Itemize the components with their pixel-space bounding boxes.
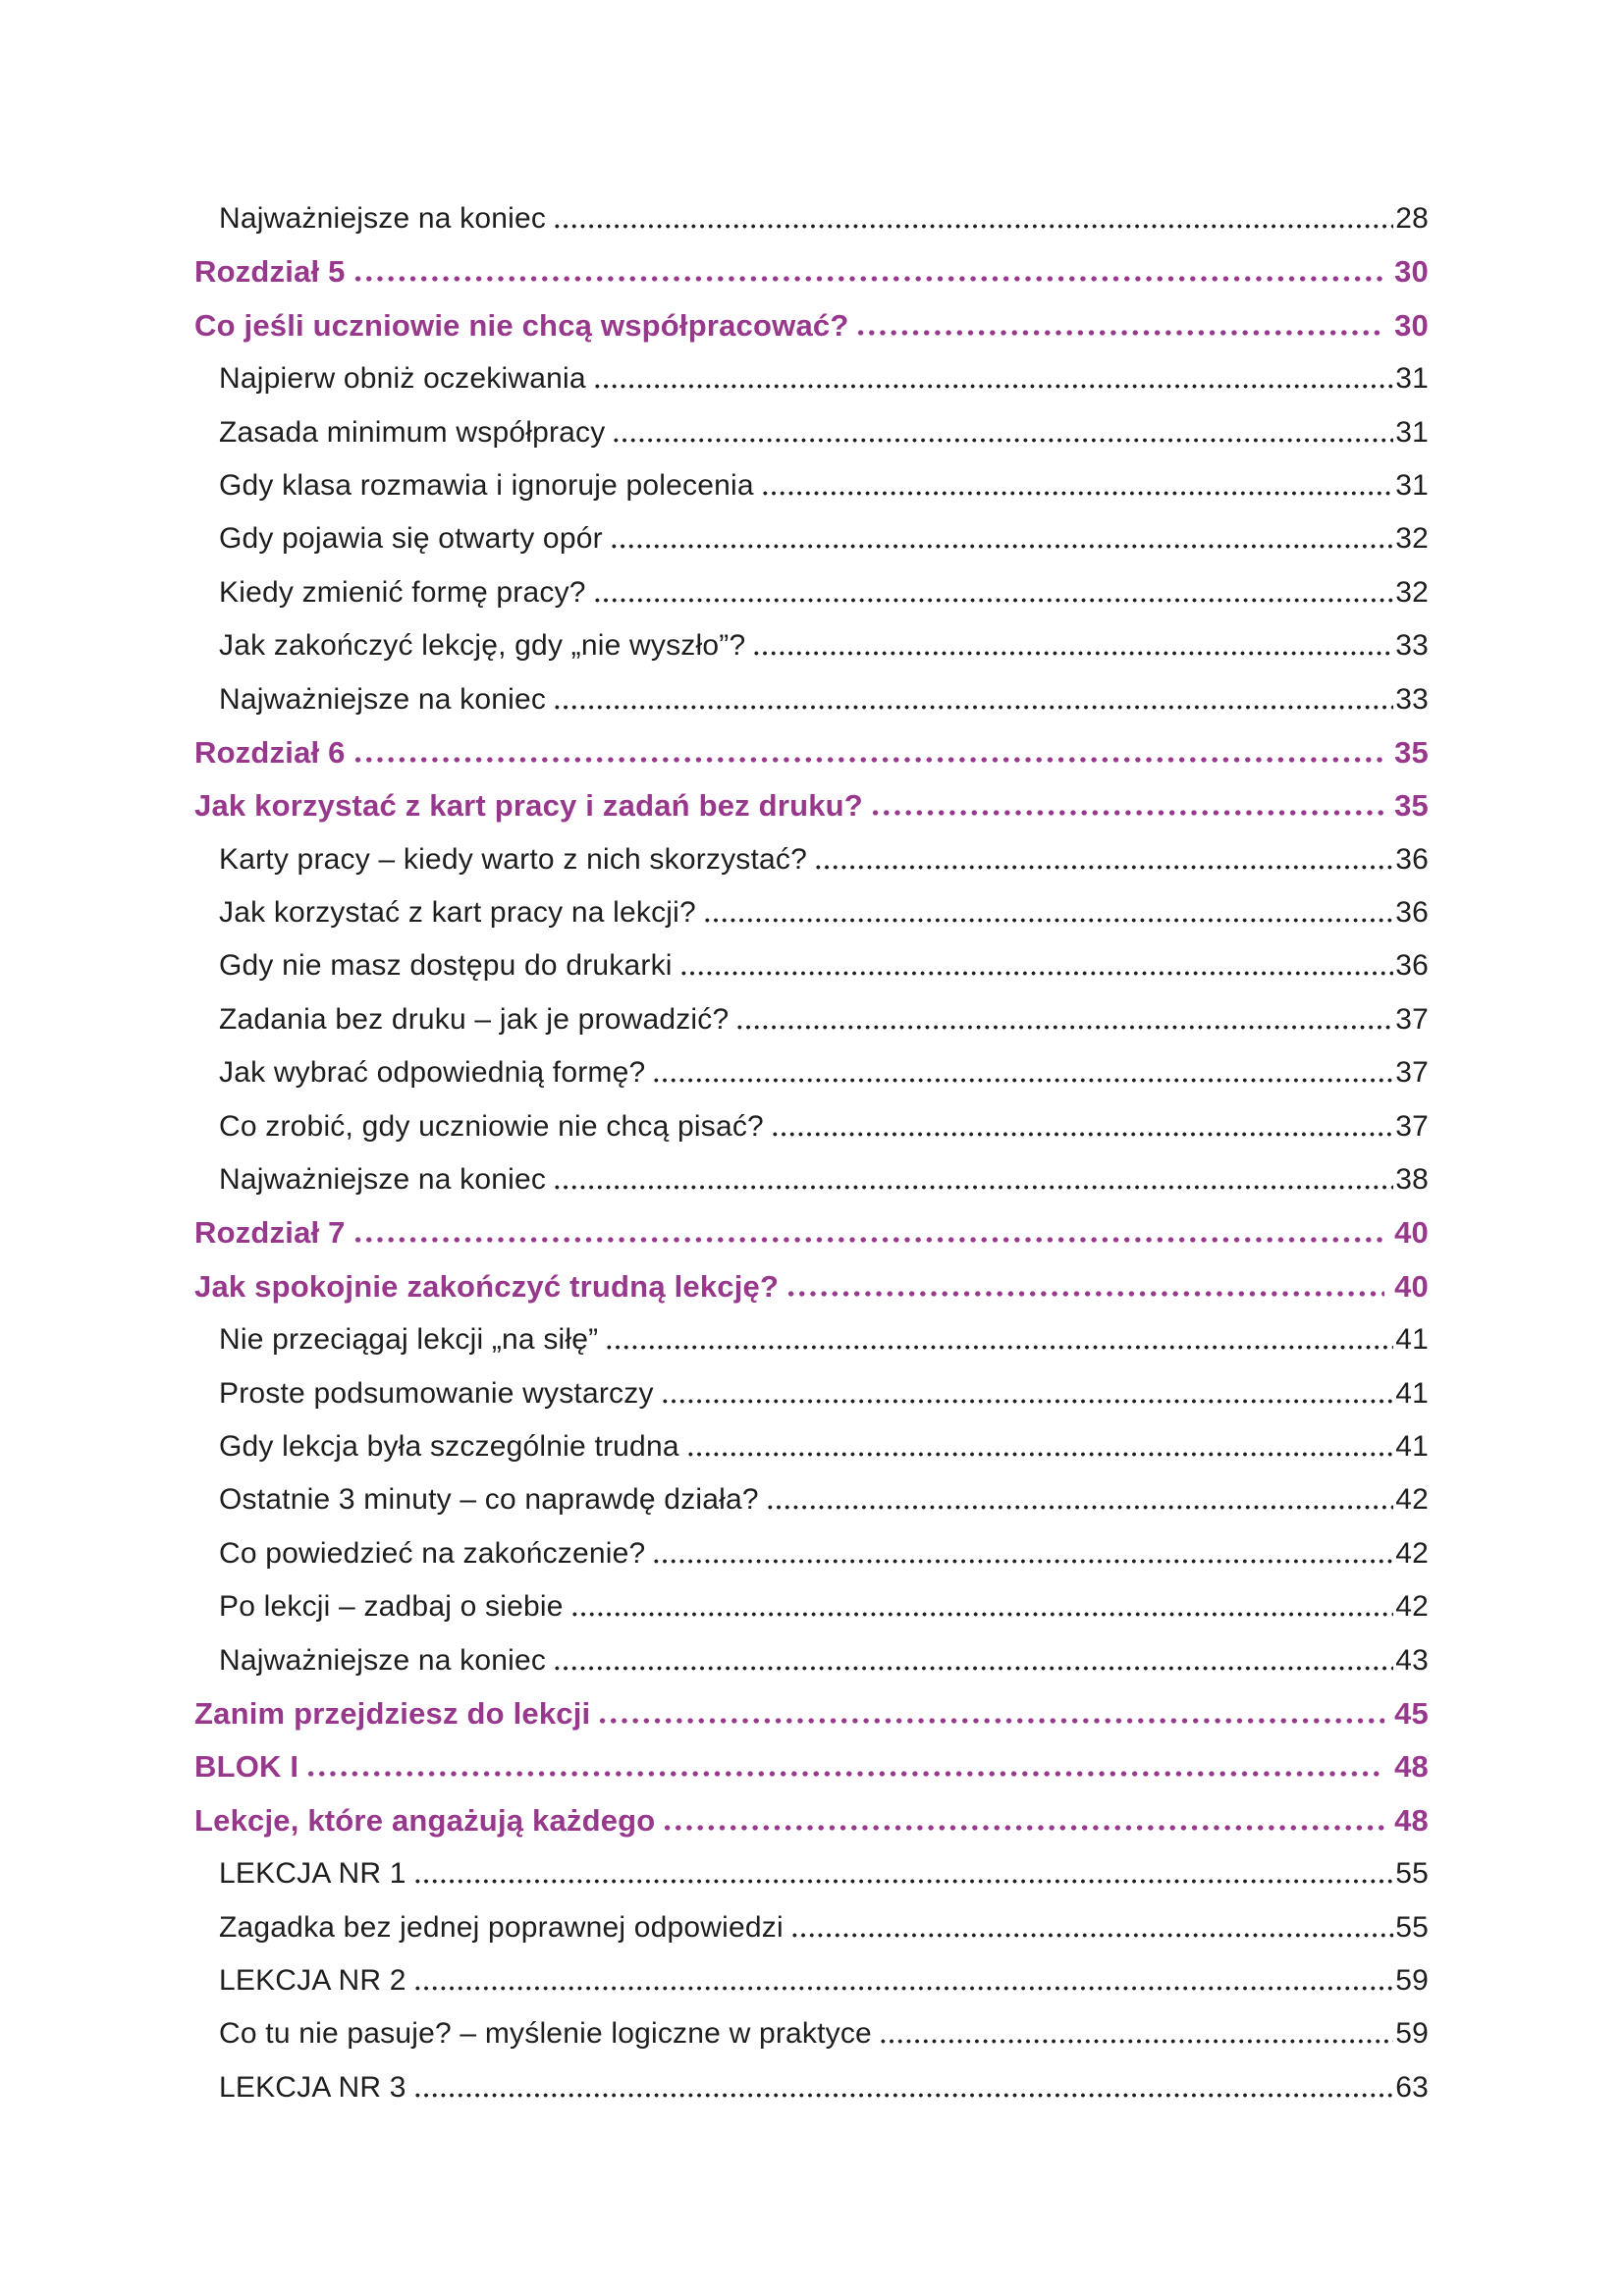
toc-entry-label: LEKCJA NR 3 [219,2070,406,2104]
toc-leader-dots [855,299,1384,352]
toc-entry [194,1046,1429,1099]
toc-entry-page: 32 [1395,575,1429,609]
toc-entry-label: Zagadka bez jednej poprawnej odpowiedzi [219,1910,784,1944]
toc-entry-page: 40 [1394,1268,1429,1304]
toc-entry-label: LEKCJA NR 2 [219,1963,406,1997]
toc-entry-page: 33 [1395,682,1429,716]
toc-leader-dots [593,566,1394,619]
toc-entry [194,1367,1429,1420]
toc-entry-label: Co tu nie pasuje? – myślenie logiczne w praktyce [219,2017,872,2051]
toc-entry [194,1527,1429,1580]
toc-entry [194,1634,1429,1687]
toc-entry-label: Lekcje, które angażują każdego [194,1802,656,1838]
toc-entry-label: Jak wybrać odpowiednią formę? [219,1056,646,1090]
toc-leader-dots [352,726,1385,779]
toc-leader-dots [413,1847,1394,1900]
toc-entry-page: 41 [1395,1323,1429,1357]
toc-leader-dots [814,833,1393,886]
toc-leader-dots [752,619,1393,672]
toc-entry [194,619,1429,672]
toc-entry-label: Najważniejsze na koniec [219,1163,547,1197]
toc-entry [194,1153,1429,1206]
toc-leader-dots [790,1901,1393,1954]
toc-entry-label: Gdy lekcja była szczególnie trudna [219,1429,679,1463]
toc-entry [194,1794,1429,1847]
toc-entry-label: Rozdział 5 [194,254,346,290]
toc-leader-dots [413,1954,1394,2007]
toc-entry-page: 41 [1395,1429,1429,1463]
toc-leader-dots [413,2061,1394,2114]
toc-entry-label: Jak zakończyć lekcję, gdy „nie wyszło”? [219,629,746,663]
toc-leader-dots [305,1740,1384,1793]
toc-leader-dots [679,939,1394,992]
toc-entry [194,779,1429,832]
toc-entry-page: 30 [1394,254,1429,290]
toc-leader-dots [652,1527,1393,1580]
toc-entry-page: 33 [1395,629,1429,663]
toc-leader-dots [553,192,1393,245]
toc-entry-page: 45 [1394,1695,1429,1731]
toc-entry [194,1260,1429,1313]
toc-leader-dots [661,1367,1394,1420]
toc-entry-page: 48 [1394,1749,1429,1785]
toc-entry [194,1206,1429,1259]
toc-entry [194,673,1429,726]
toc-leader-dots [703,886,1393,939]
toc-entry [194,1954,1429,2007]
toc-entry-page: 37 [1395,1002,1429,1036]
toc-entry-page: 32 [1395,522,1429,556]
toc-entry-page: 37 [1395,1056,1429,1090]
toc-leader-dots [662,1794,1384,1847]
toc-entry [194,1740,1429,1793]
toc-entry-page: 35 [1394,788,1429,824]
toc-entry-page: 59 [1395,2017,1429,2051]
toc-leader-dots [870,779,1384,832]
toc-entry-page: 48 [1394,1802,1429,1838]
toc-entry [194,1580,1429,1633]
toc-leader-dots [597,1687,1384,1740]
toc-entry [194,566,1429,619]
toc-entry [194,726,1429,779]
toc-entry [194,1473,1429,1526]
toc-leader-dots [612,406,1393,459]
toc-leader-dots [352,1206,1385,1259]
toc-entry-page: 59 [1395,1963,1429,1997]
toc-entry-label: Gdy pojawia się otwarty opór [219,522,603,556]
toc-entry [194,1847,1429,1900]
toc-entry-label: Najważniejsze na koniec [219,1643,547,1677]
toc-entry [194,833,1429,886]
toc-leader-dots [771,1100,1393,1153]
toc-entry-label: Karty pracy – kiedy warto z nich skorzystać? [219,842,808,876]
toc-entry-label: Rozdział 6 [194,734,346,770]
toc-entry-page: 35 [1394,734,1429,770]
toc-entry [194,1420,1429,1473]
toc-entry [194,2061,1429,2114]
toc-entry-page: 31 [1395,415,1429,449]
toc-entry-label: Nie przeciągaj lekcji „na siłę” [219,1323,599,1357]
toc-leader-dots [553,1634,1393,1687]
toc-entry-page: 43 [1395,1643,1429,1677]
toc-entry-page: 37 [1395,1109,1429,1143]
toc-leader-dots [785,1260,1384,1313]
toc-entry-label: Zanim przejdziesz do lekcji [194,1695,591,1731]
toc-entry [194,886,1429,939]
toc-entry-page: 38 [1395,1163,1429,1197]
toc-entry [194,939,1429,992]
toc-leader-dots [686,1420,1394,1473]
toc-entry-label: Zadania bez druku – jak je prowadzić? [219,1002,730,1036]
toc-entry [194,459,1429,512]
toc-entry [194,192,1429,245]
toc-entry [194,1901,1429,1954]
toc-entry-page: 42 [1395,1536,1429,1570]
toc-entry-page: 55 [1395,1910,1429,1944]
toc-entry-label: Co powiedzieć na zakończenie? [219,1536,646,1570]
toc-entry-label: Najpierw obniż oczekiwania [219,362,586,396]
toc-entry [194,352,1429,405]
toc-leader-dots [553,673,1393,726]
toc-entry-page: 36 [1395,842,1429,876]
toc-entry-label: Co jeśli uczniowie nie chcą współpracować? [194,307,849,343]
toc-leader-dots [735,993,1393,1046]
toc-leader-dots [652,1046,1393,1099]
toc-entry-label: Co zrobić, gdy uczniowie nie chcą pisać? [219,1109,764,1143]
toc-leader-dots [766,1473,1393,1526]
toc-entry-page: 41 [1395,1376,1429,1410]
toc-leader-dots [879,2007,1393,2060]
toc-entry-label: Jak korzystać z kart pracy na lekcji? [219,896,696,930]
toc-leader-dots [605,1313,1393,1366]
toc-entry-label: Rozdział 7 [194,1215,346,1251]
toc-leader-dots [593,352,1394,405]
toc-entry-page: 42 [1395,1483,1429,1517]
toc-entry-page: 36 [1395,896,1429,930]
toc-entry-page: 40 [1394,1215,1429,1251]
toc-entry-page: 31 [1395,468,1429,502]
toc-entry [194,1100,1429,1153]
toc-entry-label: Proste podsumowanie wystarczy [219,1376,654,1410]
toc-entry-label: Najważniejsze na koniec [219,682,547,716]
toc-entry-label: Ostatnie 3 minuty – co naprawdę działa? [219,1483,759,1517]
toc-entry-page: 42 [1395,1590,1429,1624]
toc-entry [194,1313,1429,1366]
toc-entry-label: Jak korzystać z kart pracy i zadań bez druku? [194,788,863,824]
toc-entry-page: 55 [1395,1857,1429,1891]
toc-entry-label: Po lekcji – zadbaj o siebie [219,1590,564,1624]
toc-entry-label: Najważniejsze na koniec [219,202,547,235]
toc-entry [194,245,1429,298]
toc-leader-dots [553,1153,1393,1206]
toc-leader-dots [570,1580,1394,1633]
toc-entry-label: Jak spokojnie zakończyć trudną lekcję? [194,1268,780,1304]
table-of-contents [194,192,1429,2114]
toc-leader-dots [610,512,1393,565]
toc-entry-label: BLOK I [194,1749,299,1785]
toc-entry [194,1687,1429,1740]
toc-entry-label: Zasada minimum współpracy [219,415,606,449]
toc-entry-label: Gdy klasa rozmawia i ignoruje polecenia [219,468,754,502]
toc-entry [194,406,1429,459]
toc-entry-page: 36 [1395,949,1429,983]
toc-entry-label: Kiedy zmienić formę pracy? [219,575,586,609]
toc-entry-page: 28 [1395,202,1429,235]
toc-entry [194,512,1429,565]
toc-entry [194,2007,1429,2060]
toc-leader-dots [761,459,1393,512]
toc-entry-page: 30 [1394,307,1429,343]
toc-entry-page: 31 [1395,362,1429,396]
toc-leader-dots [352,245,1385,298]
toc-entry-page: 63 [1395,2070,1429,2104]
toc-entry [194,299,1429,352]
toc-entry-label: Gdy nie masz dostępu do drukarki [219,949,673,983]
toc-entry-label: LEKCJA NR 1 [219,1857,406,1891]
toc-entry [194,993,1429,1046]
